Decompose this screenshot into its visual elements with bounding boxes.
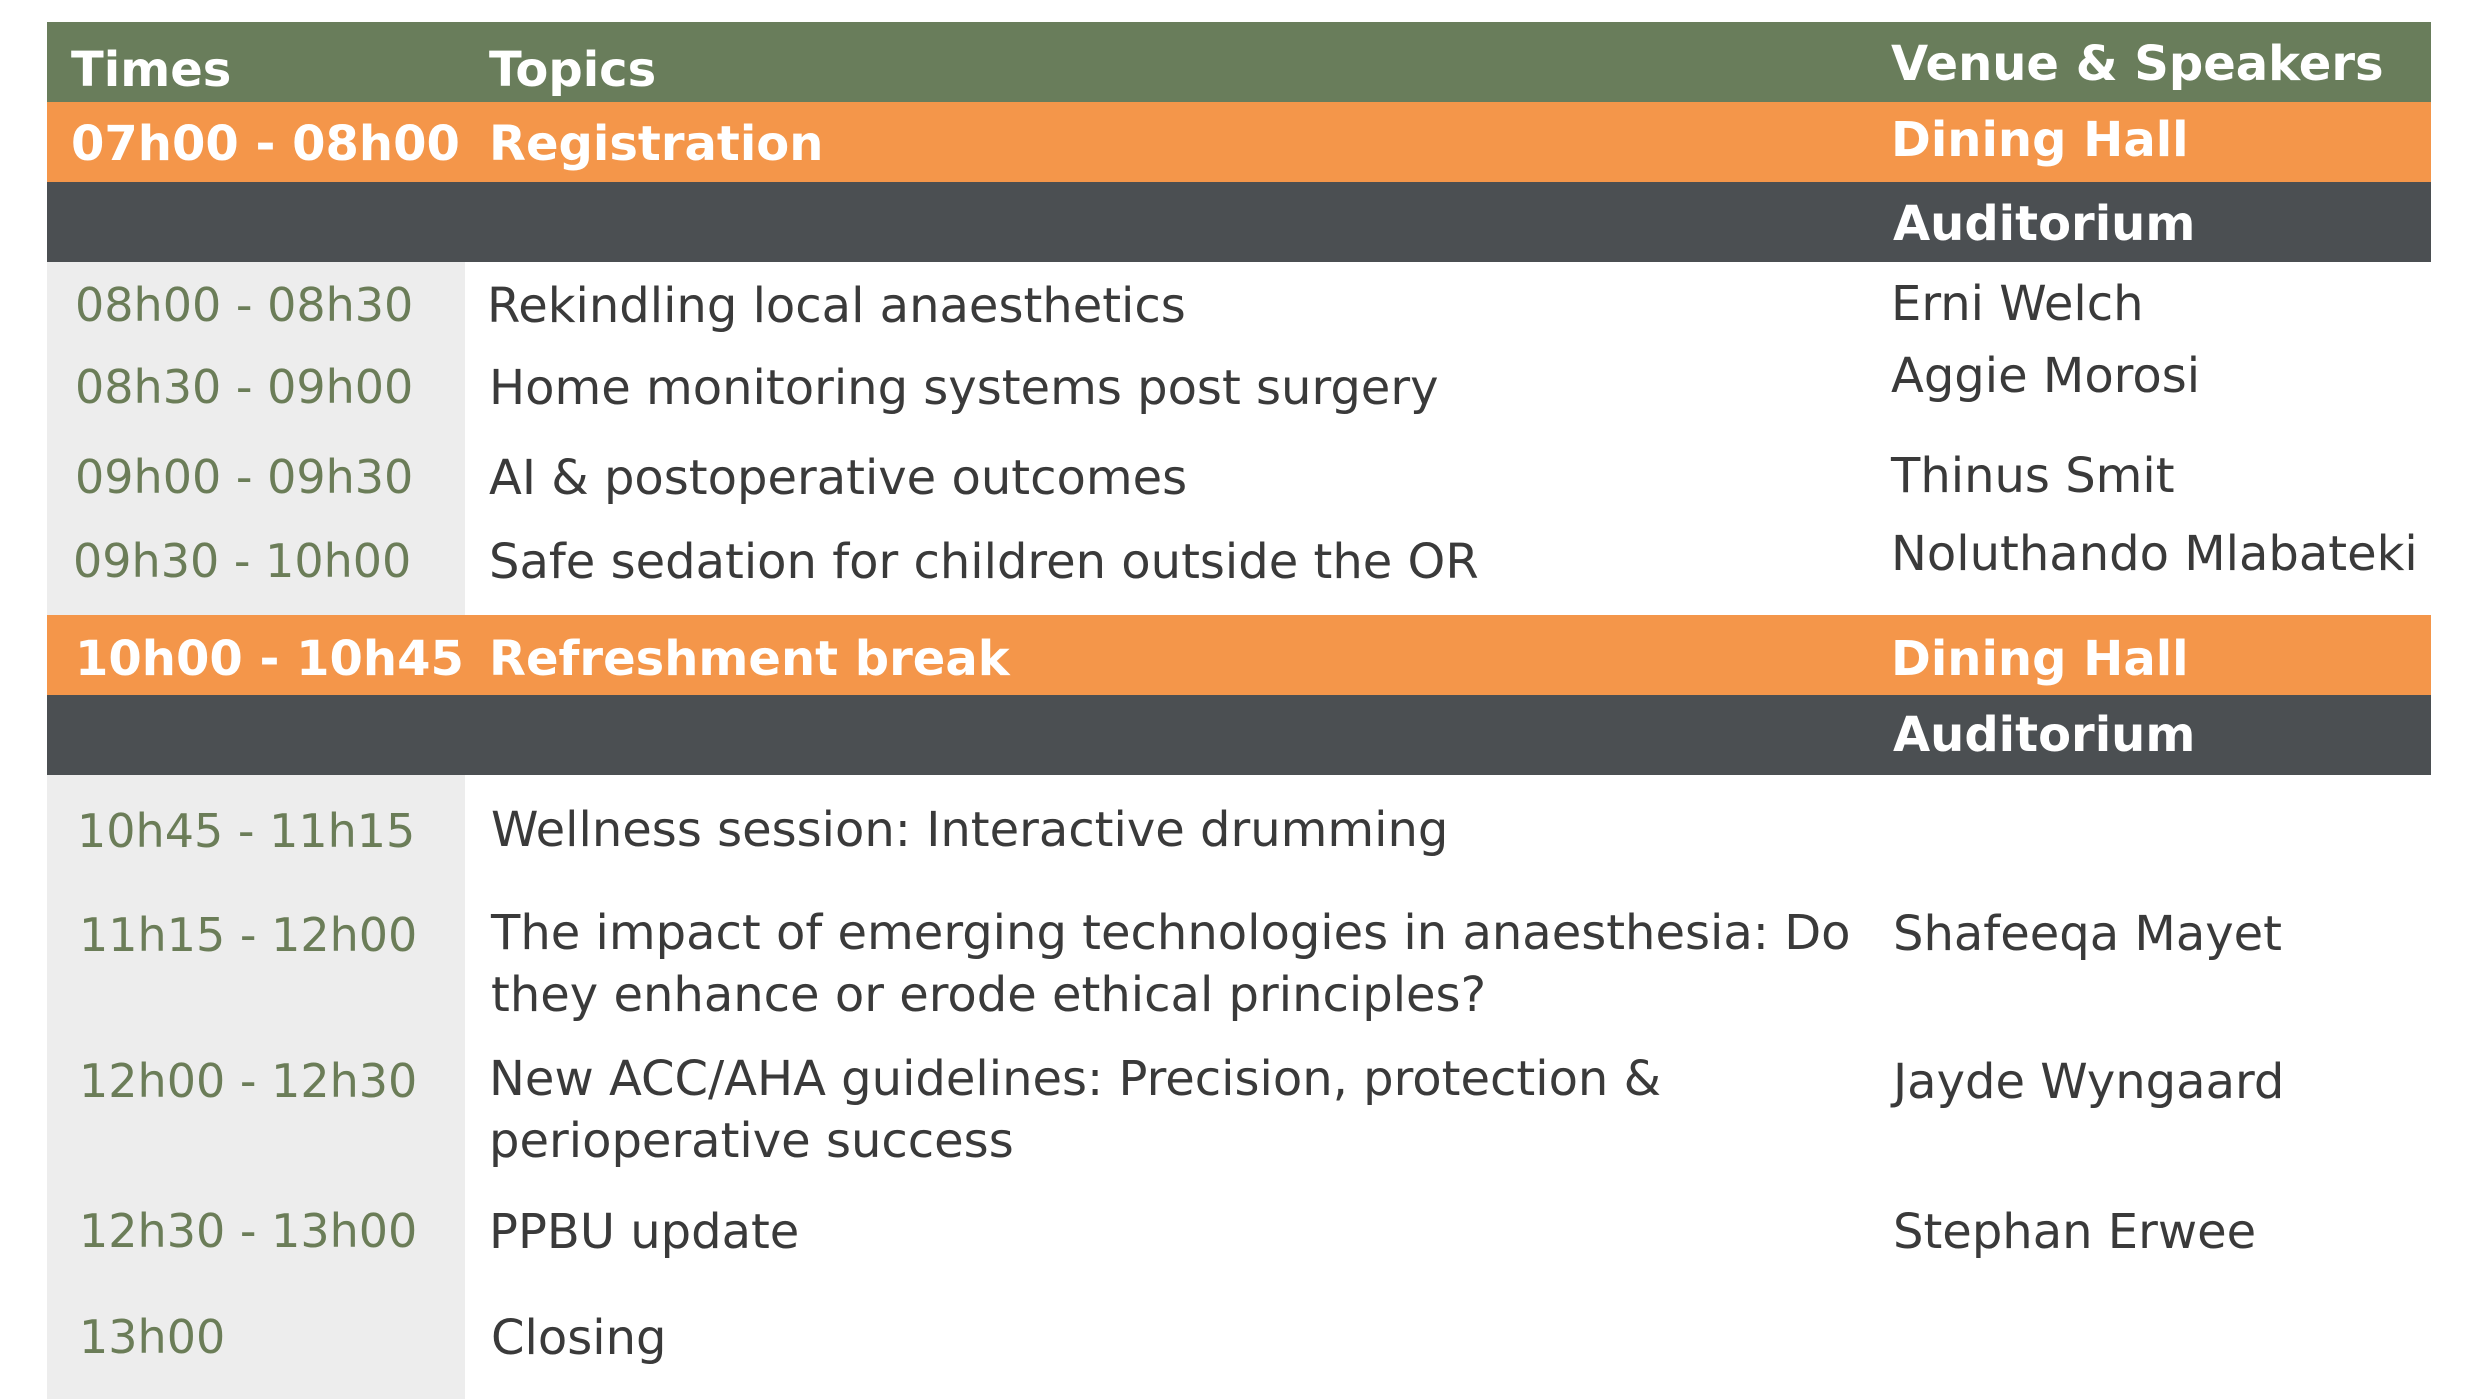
- auditorium-venue-2: Auditorium: [1893, 707, 2196, 763]
- break-venue: Dining Hall: [1891, 631, 2189, 687]
- registration-row: [47, 102, 2431, 182]
- session-2-topic: Closing: [491, 1310, 667, 1366]
- registration-venue: Dining Hall: [1891, 112, 2189, 168]
- session-2-time: 11h15 - 12h00: [79, 908, 418, 962]
- schedule-header: [47, 22, 2431, 102]
- refreshment-break-row: [47, 615, 2431, 695]
- session-1-speaker: Erni Welch: [1891, 276, 2144, 332]
- session-1-time: 08h30 - 09h00: [75, 360, 414, 414]
- session-2-time: 12h00 - 12h30: [79, 1054, 418, 1108]
- auditorium-row-2: [47, 695, 2431, 775]
- session-2-topic: The impact of emerging technologies in anaesthesia: Do they enhance or erode ethical principles?: [491, 905, 1851, 1023]
- times-header: Times: [71, 42, 232, 98]
- session-2-topic: PPBU update: [489, 1204, 800, 1260]
- auditorium-venue-1: Auditorium: [1893, 196, 2196, 252]
- session-2-topic: Wellness session: Interactive drumming: [491, 802, 1449, 858]
- session-2-speaker: Shafeeqa Mayet: [1893, 906, 2282, 962]
- session-2-time: 10h45 - 11h15: [77, 804, 416, 858]
- break-time: 10h00 - 10h45: [75, 631, 464, 687]
- session-2-time: 12h30 - 13h00: [79, 1204, 418, 1258]
- session-2-topic: New ACC/AHA guidelines: Precision, protection & perioperative success: [489, 1051, 1662, 1169]
- auditorium-row-1: [47, 182, 2431, 262]
- venue-speakers-header: Venue & Speakers: [1891, 36, 2384, 92]
- session-1-time: 09h30 - 10h00: [73, 534, 412, 588]
- session-1-time: 09h00 - 09h30: [75, 450, 414, 504]
- registration-topic: Registration: [489, 116, 824, 172]
- session-1-speaker: Aggie Morosi: [1891, 348, 2201, 404]
- session-2-speaker: Jayde Wyngaard: [1893, 1054, 2285, 1110]
- session-2-speaker: Stephan Erwee: [1893, 1204, 2257, 1260]
- session-1-time: 08h00 - 08h30: [75, 278, 414, 332]
- session-1-topic: Safe sedation for children outside the OR: [489, 534, 1479, 590]
- session-1-topic: AI & postoperative outcomes: [489, 450, 1188, 506]
- registration-time: 07h00 - 08h00: [71, 116, 460, 172]
- session-1-speaker: Thinus Smit: [1891, 448, 2175, 504]
- session-2-time: 13h00: [79, 1310, 226, 1364]
- session-1-topic: Rekindling local anaesthetics: [487, 278, 1186, 334]
- topics-header: Topics: [489, 42, 657, 98]
- session-1-speaker: Noluthando Mlabateki: [1891, 526, 2418, 582]
- session-1-topic: Home monitoring systems post surgery: [489, 360, 1439, 416]
- break-topic: Refreshment break: [489, 631, 1010, 687]
